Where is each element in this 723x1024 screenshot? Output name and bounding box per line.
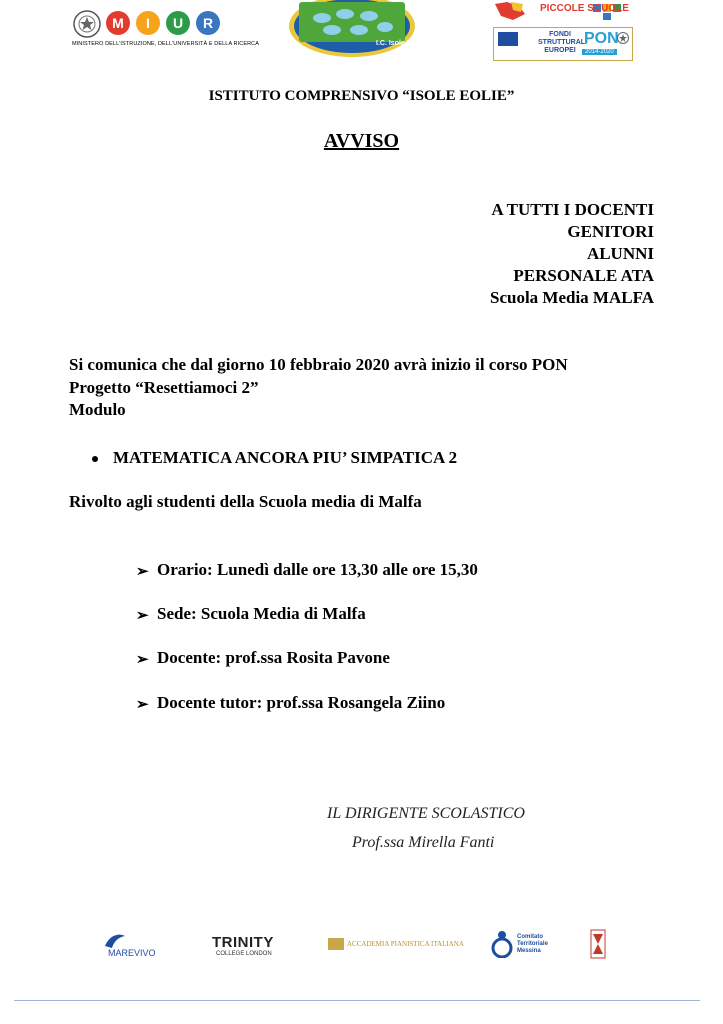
- pon-logo: [493, 27, 633, 61]
- svg-text:R: R: [202, 15, 214, 31]
- trinity-logo: [212, 928, 284, 962]
- accademia-emblem-icon: [328, 938, 344, 950]
- intro-line: Progetto “Resettiamoci 2”: [69, 378, 259, 397]
- accademia-logo: [328, 928, 464, 962]
- recipient-line: GENITORI: [567, 222, 654, 241]
- signature-name: Prof.ssa Mirella Fanti: [352, 834, 495, 851]
- marevivo-text: MAREVIVO: [108, 948, 156, 958]
- trinity-text: TRINITY: [212, 934, 274, 951]
- miur-logo: [106, 9, 224, 37]
- partner-emblem-logo: [590, 928, 606, 962]
- audience-line: Rivolto agli studenti della Scuola media di Malfa: [69, 492, 422, 511]
- recipient-line: A TUTTI I DOCENTI: [491, 200, 654, 219]
- marevivo-logo: [104, 928, 164, 962]
- svg-text:I: I: [146, 15, 150, 31]
- comitato-logo: [490, 928, 550, 962]
- pon-funds-text: FONDI STRUTTURALI EUROPEI: [538, 31, 587, 54]
- arrow-bullet-icon: ➢: [136, 564, 149, 580]
- detail-item: Orario: Lunedì dalle ore 13,30 alle ore 15,30: [157, 560, 478, 579]
- recipient-line: PERSONALE ATA: [513, 266, 654, 285]
- detail-item: Docente: prof.ssa Rosita Pavone: [157, 648, 390, 667]
- detail-item: Docente tutor: prof.ssa Rosangela Ziino: [157, 693, 446, 712]
- comitato-line: Territoriale: [517, 941, 548, 947]
- republic-emblem-icon: [617, 31, 629, 45]
- trinity-subtext: COLLEGE LONDON: [216, 951, 272, 957]
- comitato-text: [517, 934, 548, 955]
- notice-title: AVVISO: [323, 130, 400, 152]
- signature-role: IL DIRIGENTE SCOLASTICO: [327, 805, 525, 822]
- bullet-icon: [92, 456, 98, 462]
- school-name: ISTITUTO COMPRENSIVO “ISOLE EOLIE”: [208, 88, 515, 104]
- recipient-line: Scuola Media MALFA: [489, 288, 654, 307]
- svg-text:M: M: [112, 15, 124, 31]
- comitato-line: Messina: [517, 948, 541, 954]
- miur-caption: MINISTERO DELL'ISTRUZIONE, DELL'UNIVERSITÀ E DELLA RICERCA: [72, 41, 259, 47]
- intro-line: Si comunica che dal giorno 10 febbraio 2020 avrà inizio il corso PON: [69, 355, 568, 374]
- svg-text:U: U: [172, 15, 184, 31]
- republic-emblem-icon: [72, 8, 102, 40]
- arrow-bullet-icon: ➢: [136, 697, 149, 713]
- school-badge-caption: I.C. Isole Eolie: [376, 40, 424, 47]
- piccole-scuole-text: PICCOLE SCUOLE: [540, 3, 629, 14]
- arrow-bullet-icon: ➢: [136, 608, 149, 624]
- eu-flag-icon: [498, 32, 518, 46]
- detail-item: Sede: Scuola Media di Malfa: [157, 604, 366, 623]
- school-badge-logo: [287, 0, 417, 58]
- accademia-text: ACCADEMIA PIANISTICA ITALIANA: [347, 940, 464, 948]
- pon-word: PON: [584, 30, 619, 47]
- footer-divider: [14, 1000, 700, 1001]
- recipient-line: ALUNNI: [586, 244, 654, 263]
- comitato-line: Comitato: [517, 934, 543, 940]
- module-name: MATEMATICA ANCORA PIU’ SIMPATICA 2: [113, 448, 458, 467]
- intro-line: Modulo: [69, 400, 126, 419]
- arrow-bullet-icon: ➢: [136, 652, 149, 668]
- pon-years: 2014-2020: [582, 49, 617, 55]
